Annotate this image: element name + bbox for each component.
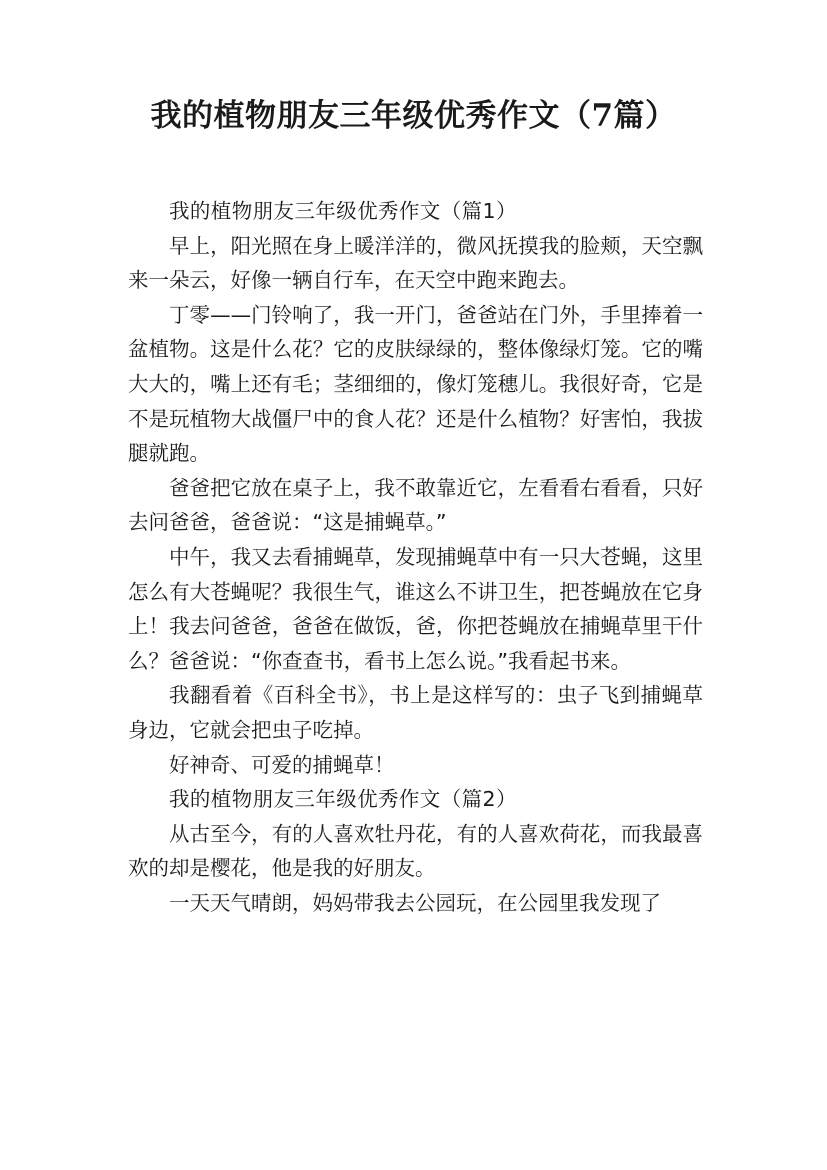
document-body — [128, 194, 703, 920]
essay-heading: 我的植物朋友三年级优秀作文（篇1） — [169, 199, 517, 223]
paragraph: 丁零——门铃响了，我一开门，爸爸站在门外，手里捧着一盆植物。这是什么花？它的皮肤绿绿的，整体像绿灯笼。它的嘴大大的，嘴上还有毛；茎细细的，像灯笼穗儿。我很好奇，它是不是玩植物大战僵尸中的食人花？还是什么植物？好害怕，我拔腿就跑。 — [128, 302, 703, 466]
paragraph: 好神奇、可爱的捕蝇草！ — [169, 752, 395, 777]
document-title: 我的植物朋友三年级优秀作文（7篇） — [150, 98, 677, 134]
paragraph: 从古至今，有的人喜欢牡丹花，有的人喜欢荷花，而我最喜欢的却是樱花，他是我的好朋友。 — [128, 821, 703, 881]
paragraph: 我翻看着《百科全书》，书上是这样写的：虫子飞到捕蝇草身边，它就会把虫子吃掉。 — [128, 683, 703, 742]
essay-heading: 我的植物朋友三年级优秀作文（篇2） — [169, 787, 517, 812]
paragraph: 一天天气晴朗，妈妈带我去公园玩，在公园里我发现了 — [169, 890, 661, 915]
paragraph: 中午，我又去看捕蝇草，发现捕蝇草中有一只大苍蝇，这里怎么有大苍蝇呢？我很生气，谁这么不讲卫生，把苍蝇放在它身上！我去问爸爸，爸爸在做饭，爸，你把苍蝇放在捕蝇草里干什么？爸爸说：“你查查书，看书上怎么说。”我看起书来。 — [128, 544, 703, 673]
paragraph: 爸爸把它放在桌子上，我不敢靠近它，左看看右看看，只好去问爸爸，爸爸说：“这是捕蝇草。” — [128, 475, 703, 535]
paragraph: 早上，阳光照在身上暖洋洋的，微风抚摸我的脸颊，天空飘来一朵云，好像一辆自行车，在天空中跑来跑去。 — [128, 233, 703, 293]
